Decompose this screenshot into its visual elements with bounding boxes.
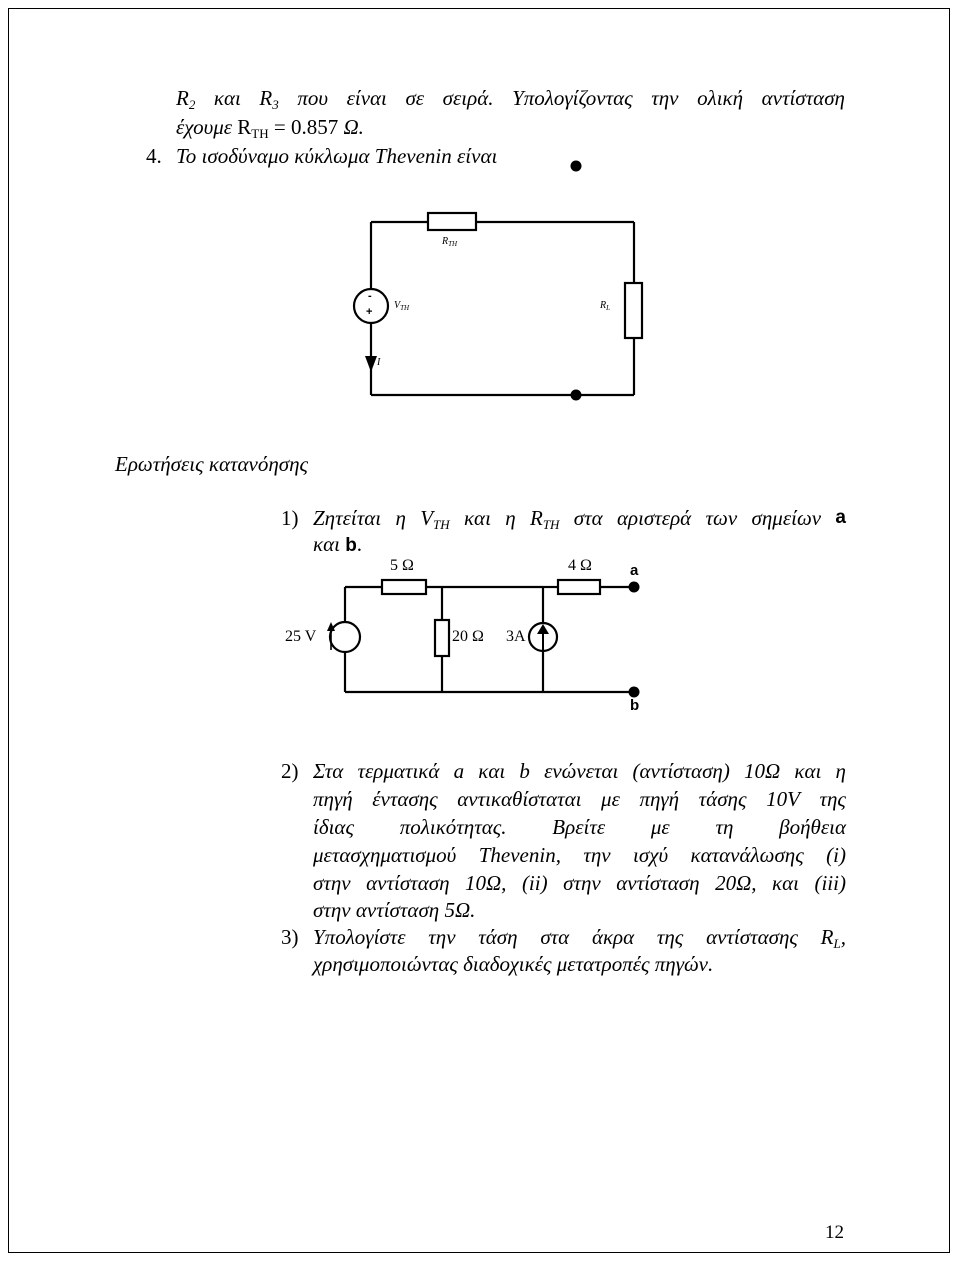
rth-unit: Ω. [343,115,364,139]
intro-r3: $R_3$ [259,86,279,112]
terminal-a-dot [629,582,640,593]
label-3a: 3A [506,628,526,645]
question-2-line-1: Στα τερματικά a και b ενώνεται (αντίσταση) 10Ω και η [313,759,846,783]
rl-label: $R_L$ [600,300,611,312]
label-20ohm: 20 Ω [452,628,484,645]
label-25v: 25 V [285,628,317,645]
label-5ohm: 5 Ω [390,557,414,574]
rth-label: $R_{TH}$ [442,236,458,248]
question-2-line-6: στην αντίσταση 5Ω. [313,898,476,922]
question-2-line-3: ίδιας πολικότητας. Βρείτε με τη βοήθεια [313,815,846,839]
question-3-number: 3) [281,925,299,949]
intro-word: την [651,86,679,110]
intro-word: ολική [697,86,744,110]
intro-word: σε [405,86,425,110]
item-number: 4. [146,144,162,168]
intro-word: είναι [346,86,387,110]
vth-label: $V_{TH}$ [394,300,410,312]
terminal-b-dot [629,687,640,698]
question-2-line-4: μετασχηματισμού Thevenin, την ισχύ κατανάλωσης (i) [313,843,846,867]
question-1-number: 1) [281,506,299,530]
voltage-source-25v [330,622,360,652]
intro-r2: $R_2$ [176,86,196,112]
label-node-b: b [630,697,640,714]
intro-word: και [213,86,241,110]
page-number: 12 [825,1222,844,1243]
question-3-line-2: χρησιμοποιώντας διαδοχικές μετατροπές πηγών. [313,952,714,976]
rth-value: = 0.857 [273,115,339,139]
section-heading: Ερωτήσεις κατανόησης [115,452,309,476]
question-2-number: 2) [281,759,299,783]
question-1-line-2: και b. [313,532,363,556]
resistor-5ohm [382,580,426,594]
question-3-line-1: Υπολογίστε την τάση στα άκρα της αντίστασης $R_L$, [313,925,846,951]
minus-sign: - [368,290,372,302]
item-text: Το ισοδύναμο κύκλωμα Thevenin είναι [176,144,498,168]
intro-word: αντίσταση [761,86,845,110]
intro-word: σειρά. [442,86,494,110]
resistor-4ohm [558,580,600,594]
plus-sign: + [366,306,373,318]
intro-word: που [297,86,328,110]
intro-prefix: έχουμε [176,115,233,139]
label-4ohm: 4 Ω [568,557,592,574]
label-node-a: a [630,562,639,579]
question-1-line-1: Ζητείται η $V_{TH}$ και η $R_{TH}$ στα αριστερά των σημείων a [313,506,846,532]
rth-result: $R_{TH}$ [237,115,269,141]
intro-word: Υπολογίζοντας [512,86,633,110]
question-2-line-2: πηγή έντασης αντικαθίσταται με πηγή τάσης 10V της [313,787,846,811]
current-label: I [377,357,381,368]
question-2-line-5: στην αντίσταση 10Ω, (ii) στην αντίσταση 20Ω, και (iii) [313,871,846,895]
resistor-20ohm [435,620,449,656]
